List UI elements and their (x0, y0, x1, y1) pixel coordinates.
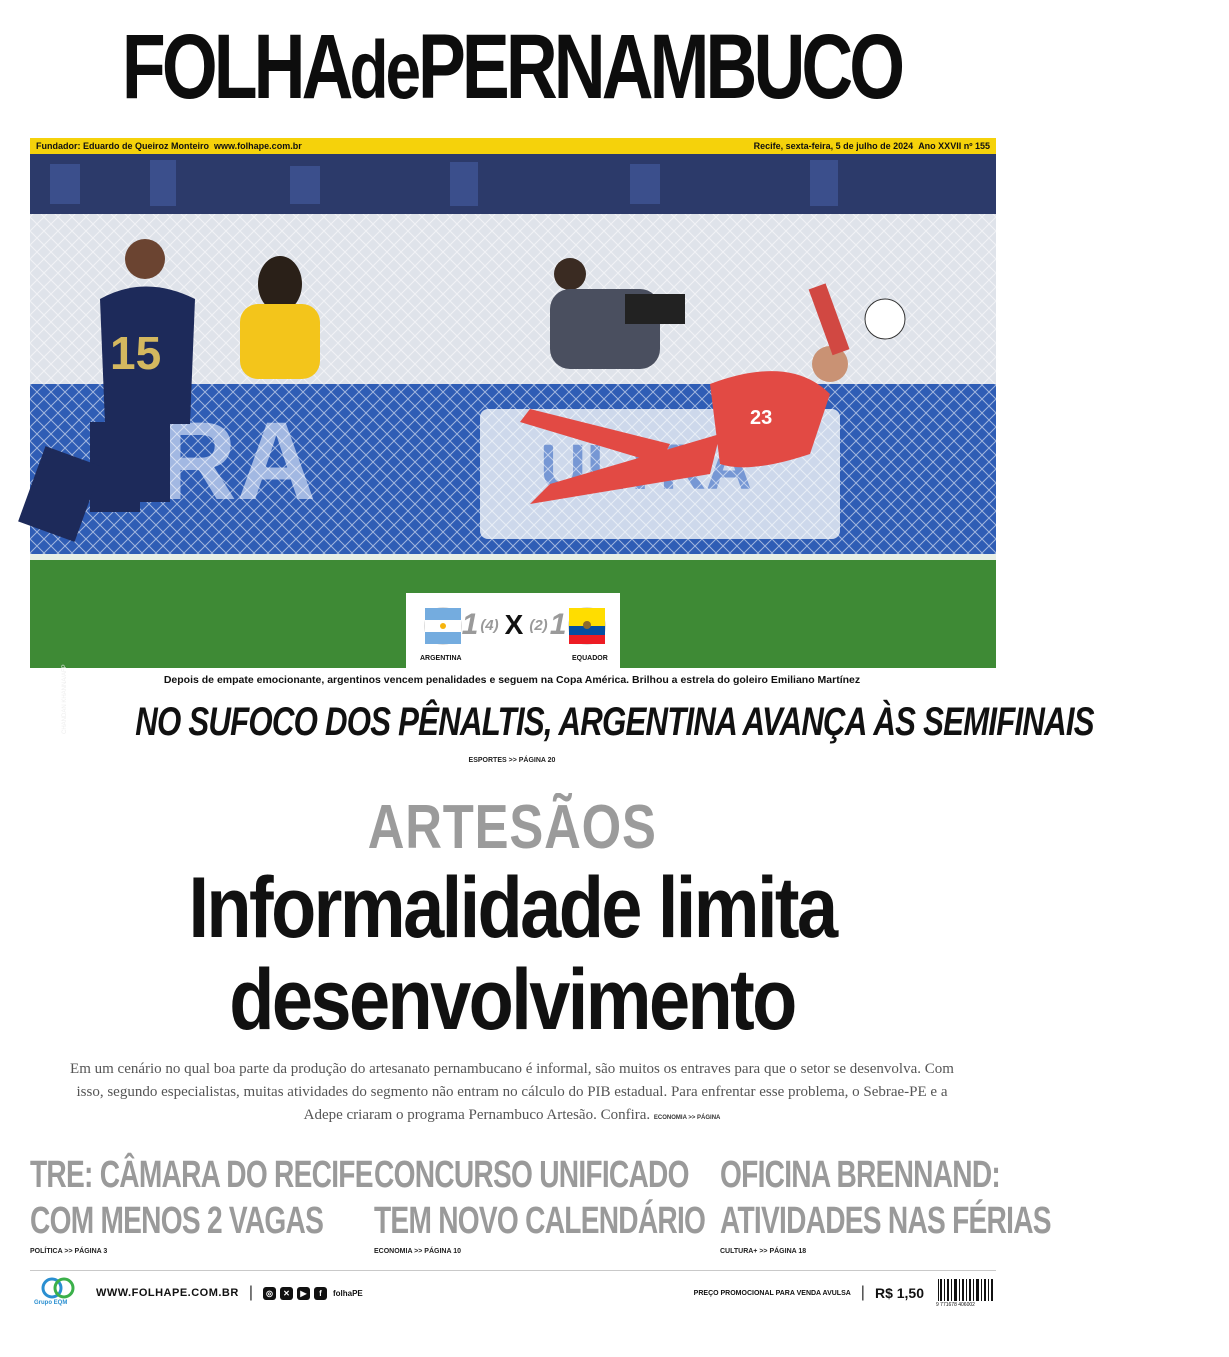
masthead (0, 0, 1024, 134)
price-value: R$ 1,50 (874, 1285, 924, 1301)
deck-text: Em um cenário no qual boa parte da produção do artesanato pernambucano é informal, são muitos os entraves para que o setor se desenvolva. Com isso, segundo especialistas, muitas atividades do segmento não entram no cálculo do PIB estadual. Para enfrentar esse problema, o Sebrae-PE e a Adepe criaram o programa Pernambuco Artesão. Confira. (70, 1061, 954, 1123)
founder-line (36, 141, 302, 151)
kicker (0, 792, 1024, 863)
teaser-page-reference: ECONOMIA >> PÁGINA 10 (374, 1248, 462, 1255)
founder-text: Fundador: Eduardo de Queiroz Monteiro (36, 141, 209, 151)
sport-headline-text[interactable]: NO SUFOCO DOS PÊNALTIS, ARGENTINA AVANÇA ÀS SEMIFINAIS (135, 700, 1094, 744)
home-score: 1 (461, 608, 479, 641)
teaser-economia[interactable] (374, 1152, 706, 1255)
svg-text:23: 23 (750, 407, 773, 429)
social-handle[interactable]: folhaPE (332, 1288, 363, 1298)
away-team-label: EQUADOR (572, 655, 608, 662)
youtube-icon[interactable]: ▶ (297, 1287, 310, 1300)
main-headline[interactable] (0, 862, 1024, 1046)
teaser-page-reference: POLÍTICA >> PÁGINA 3 (30, 1248, 108, 1255)
sport-headline[interactable] (0, 700, 1094, 745)
photo-caption: Depois de empate emocionante, argentinos vencem penalidades e seguem na Copa América. Brilhou a estrela do goleiro Emiliano Martínez (163, 674, 861, 686)
date-text: Recife, sexta-feira, 5 de julho de 2024 (753, 141, 914, 151)
facebook-icon[interactable]: f (314, 1287, 327, 1300)
barcode-number: 9 771678 406002 (936, 1302, 975, 1308)
teaser-title-line-1[interactable]: TRE: CÂMARA DO RECIFE (30, 1154, 373, 1196)
teaser-title-line-1[interactable]: OFICINA BRENNAND: (720, 1154, 1001, 1196)
edition-info-bar (30, 138, 996, 154)
footer (30, 1274, 996, 1312)
instagram-icon[interactable]: ◎ (263, 1287, 276, 1300)
footer-site-link[interactable]: WWW.FOLHAPE.COM.BR (96, 1287, 239, 1299)
home-team-label: ARGENTINA (420, 655, 462, 662)
penalty-save-photo (30, 154, 996, 668)
score-separator: X (504, 609, 524, 640)
teaser-cultura[interactable] (720, 1152, 1051, 1255)
score-line (461, 607, 567, 643)
scoreboard (406, 593, 620, 668)
title-part-pernambuco: PERNAMBUCO (418, 16, 902, 118)
main-headline-line-2[interactable]: desenvolvimento (229, 952, 795, 1048)
deck-paragraph (60, 1058, 964, 1130)
teaser-politica[interactable] (30, 1152, 373, 1255)
away-penalties: (2) (529, 616, 548, 634)
footer-separator: | (248, 1284, 253, 1301)
teaser-title-line-2[interactable]: TEM NOVO CALENDÁRIO (374, 1200, 706, 1242)
kicker-text: ARTESÃOS (367, 793, 657, 862)
title-part-folha: FOLHA (122, 16, 350, 118)
teaser-title-line-2[interactable]: COM MENOS 2 VAGAS (30, 1200, 324, 1242)
deck-page-reference: ECONOMIA >> PÁGINA (653, 1115, 721, 1121)
ecuador-flag-icon (568, 607, 606, 645)
newspaper-title (122, 16, 902, 118)
group-logo-text: Grupo EQM (34, 1300, 68, 1306)
barcode (936, 1279, 996, 1307)
edition-text: Ano XXVII nº 155 (918, 141, 990, 151)
title-part-de: de (349, 25, 419, 116)
site-text[interactable]: www.folhape.com.br (214, 141, 302, 151)
x-icon[interactable]: ✕ (280, 1287, 293, 1300)
away-score: 1 (549, 608, 567, 641)
teaser-title-line-2[interactable]: ATIVIDADES NAS FÉRIAS (720, 1200, 1051, 1242)
svg-text:15: 15 (110, 327, 162, 379)
price-separator: | (860, 1284, 865, 1301)
social-icons (263, 1287, 363, 1300)
sport-page-reference: ESPORTES >> PÁGINA 20 (468, 757, 556, 764)
teaser-page-reference: CULTURA+ >> PÁGINA 18 (720, 1248, 807, 1255)
home-penalties: (4) (480, 616, 499, 634)
footer-divider (30, 1270, 996, 1271)
argentina-flag-icon (424, 607, 462, 645)
date-line (754, 141, 990, 151)
main-headline-line-1[interactable]: Informalidade limita (188, 860, 836, 956)
photo-credit: CHANDAN KHANNA/AFP (62, 664, 68, 734)
teaser-title-line-1[interactable]: CONCURSO UNIFICADO (374, 1154, 689, 1196)
group-logo (30, 1276, 86, 1310)
price-label: PREÇO PROMOCIONAL PARA VENDA AVULSA (693, 1289, 851, 1297)
